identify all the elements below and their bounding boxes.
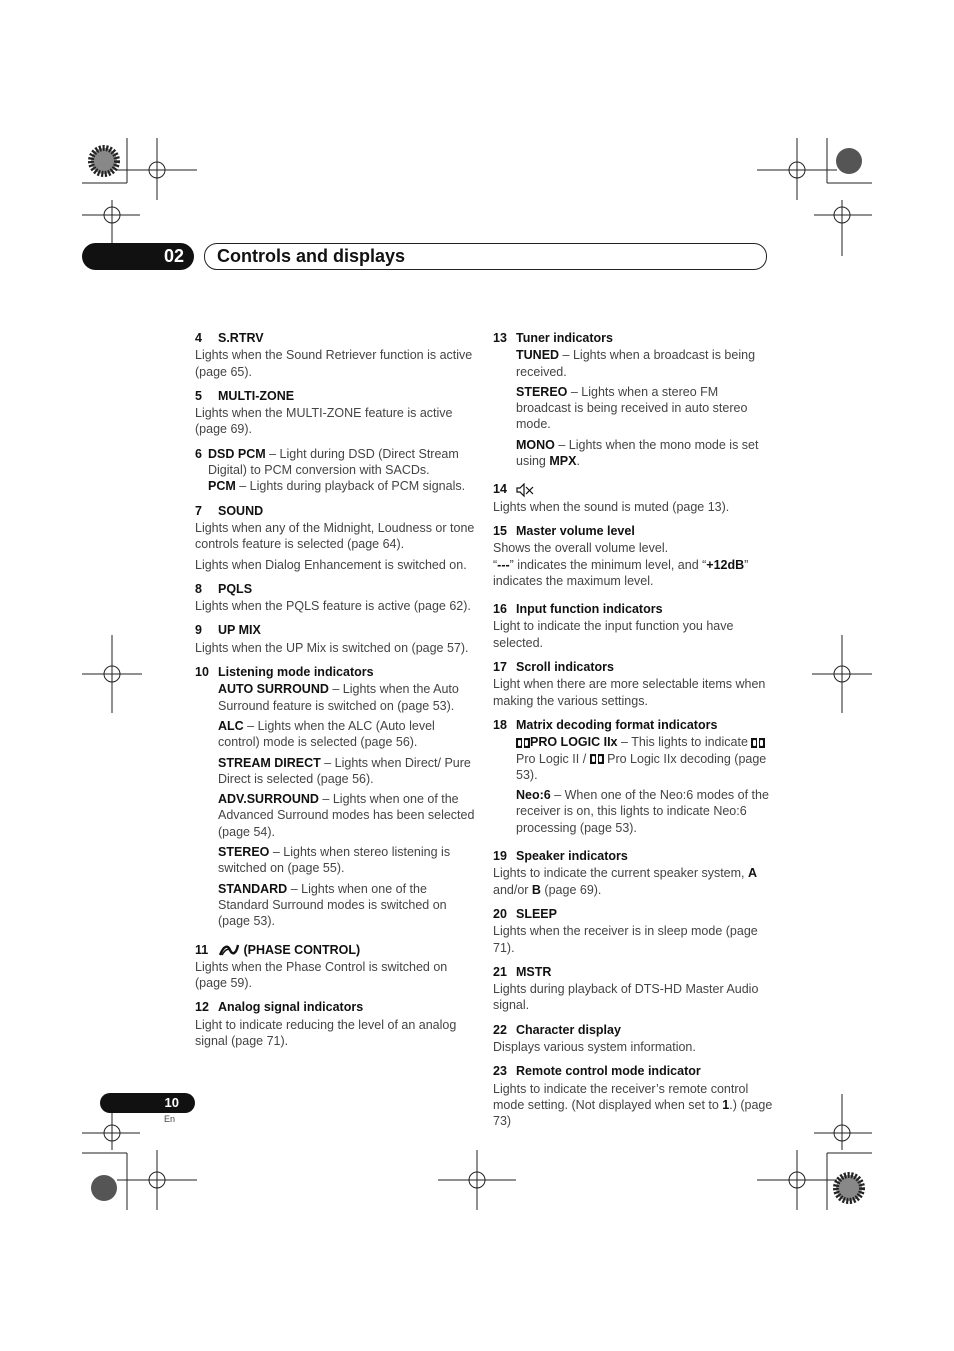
item-12: 12 Analog signal indicators Light to indicate reducing the level of an analog signal (page 71).: [195, 1000, 457, 1048]
item-15: 15 Master volume level Shows the overall volume level. “---” indicates the minimum level, and “+12dB” indicates the maximum level.: [493, 523, 749, 588]
dolby-logo-icon: [590, 754, 604, 764]
item-7: 7 SOUND Lights when any of the Midnight, Loudness or tone controls feature is selected (page 64). Lights when Dialog Enhancement is switched on.: [195, 503, 475, 572]
item-16: 16 Input function indicators Light to indicate the input function you have selected.: [493, 602, 734, 650]
page-number-badge: [100, 1093, 195, 1113]
item-4: 4 S.RTRV Lights when the Sound Retriever function is active (page 65).: [195, 331, 473, 379]
item-14: 14 Lights when the sound is muted (page 13).: [493, 482, 730, 514]
mute-icon: [516, 483, 534, 497]
item-10: 10 Listening mode indicators AUTO SURROUND – Lights when the Auto Surround feature is switched on (page 53). ALC – Lights when the ALC (Auto level control) mode is selected (page 56). STREAM DIRECT – Lights when Direct/ Pure Direct is selected (page 56). ADV.SURROUND – Lights when one of the Advanced Surround modes has been selected (page 54). STEREO – Lights when stereo listening is switched on (page 55). STANDARD – Lights when one of the Standard Surround modes is switched on (page 53).: [195, 665, 475, 929]
page-number: 10: [164, 1095, 179, 1110]
item-13: 13 Tuner indicators TUNED – Lights when a broadcast is being received. STEREO – Lights when a stereo FM broadcast is being received in auto stereo mode. MONO – Lights when the mono mode is set using MPX.: [493, 331, 759, 469]
item-17: 17 Scroll indicators Light when there are more selectable items when making the various settings.: [493, 660, 766, 708]
chapter-title: Controls and displays: [217, 246, 406, 266]
item-20: 20 SLEEP Lights when the receiver is in sleep mode (page 71).: [493, 906, 758, 955]
item-8: 8 PQLS Lights when the PQLS feature is active (page 62).: [195, 581, 471, 614]
dolby-logo-icon: [516, 738, 530, 748]
chapter-title-box: [204, 243, 767, 270]
item-18: 18 Matrix decoding format indicators PRO LOGIC IIx – This lights to indicate Pro Logic II / Pro Logic IIx decoding (page 53). Neo:6 – When one of the Neo:6 modes of the receiver is on, this lights to indicate Neo:6 processing (page 53).: [493, 717, 769, 835]
item-23: 23 Remote control mode indicator Lights to indicate the receiver’s remote control mode setting. (Not displayed when set to 1.) (page 73): [493, 1064, 773, 1129]
item-9: 9 UP MIX Lights when the UP Mix is switched on (page 57).: [195, 623, 469, 655]
item-22: 22 Character display Displays various system information.: [493, 1022, 696, 1054]
item-6: 6 DSD PCM – Light during DSD (Direct Stream Digital) to PCM conversion with SACDs. PCM – Lights during playback of PCM signals.: [195, 446, 466, 494]
item-19: 19 Speaker indicators Lights to indicate the current speaker system, A and/or B (page 69).: [493, 849, 758, 897]
item-5: 5 MULTI-ZONE Lights when the MULTI-ZONE feature is active (page 69).: [195, 388, 453, 437]
dolby-logo-icon: [751, 738, 765, 748]
chapter-number: 02: [163, 246, 184, 266]
right-column: [493, 330, 773, 1137]
phase-control-icon: [218, 943, 240, 957]
language-label: En: [164, 1114, 176, 1124]
chapter-number-badge: [82, 243, 194, 270]
item-11: 11 (PHASE CONTROL) Lights when the Phase Control is switched on (page 59).: [195, 942, 448, 991]
left-column: [195, 330, 477, 1057]
item-21: 21 MSTR Lights during playback of DTS-HD Master Audio signal.: [493, 964, 759, 1013]
